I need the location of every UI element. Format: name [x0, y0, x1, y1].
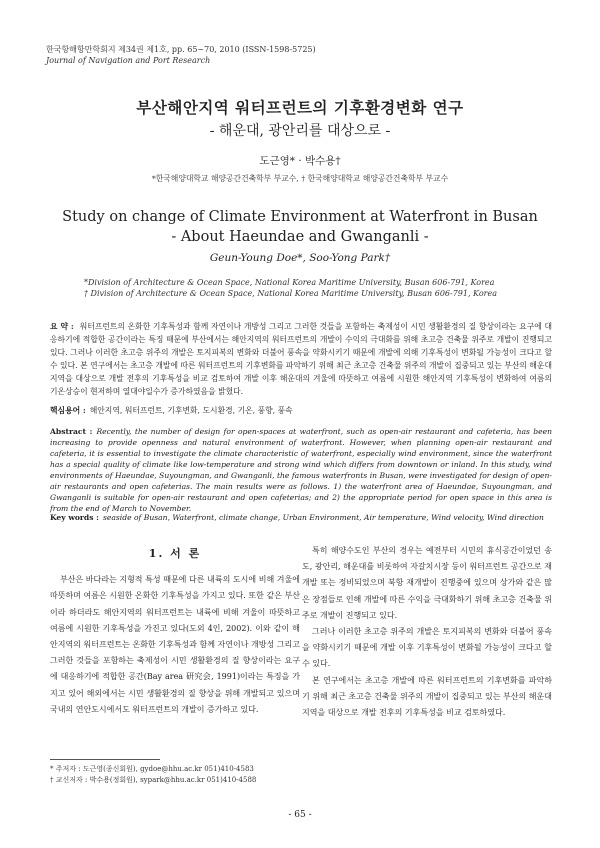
affiliation-en — [84, 277, 544, 299]
journal-info-en: Journal of Navigation and Port Research — [46, 56, 211, 65]
body-column-right — [302, 543, 552, 721]
page-number: - 65 - — [288, 810, 312, 820]
intro-paragraph-2: 특히 해양수도인 부산의 경우는 예전부터 시민의 휴식공간이었던 송도, 광안리, 해운대를 비롯하여 자갈치시장 등이 워터프런트 공간으로 재개발 또는 정비되었으며 북항 재개발이 진행중에 있으며 상가와 같은 많은 장점들로 인해 개발에 따른 수익을 극대화하기 위해 초고층 건축물 위주로 개발이 진행되고 있다. — [302, 546, 552, 620]
section-heading-introduction: 1. 서 론 — [148, 547, 202, 560]
authors-en: Geun-Young Doe*, Soo-Yong Park† — [209, 252, 391, 264]
keywords-ko-text: 해안지역, 워터프런트, 기후변화, 도시환경, 기온, 풍향, 풍속 — [89, 406, 293, 415]
paper-subtitle-ko: - 해운대, 광안리를 대상으로 - — [209, 123, 391, 139]
paper-title-en — [0, 207, 600, 247]
abstract-ko-text: 워터프런트의 온화한 기후특성과 함께 자연이나 개방성 그리고 그러한 것들을 포함하는 축제성이 시민 생활환경의 질 향상이라는 요구에 대응하기에 적합한 공간이라는 특징 때문에 부산에서는 해안지역의 워터프런트의 개발이 수익의 극대화를 위해 초고층 건축물 위주로 개발이 진행되고 있다. 그러나 이러한 초고층 위주의 개발은 토지피복의 변화와 더불어 풍속을 약화시키기 때문에 개발에 의해 기후특성이 변화될 가능성이 크다고 할 수 있다. 본 연구에서는 초고층 개발에 따른 워터프런트의 기후변화를 파악하기 위해 최근 초고층 건축물 위주의 개발이 집중되고 있는 부산의 해운대 지역을 대상으로 개발 전후의 기후특성을 비교 검토하여 개발 이후 해운대의 겨울에 따뜻하고 여름에 시원한 해안지역 기후특성이 변화하여 여름의 기온상승이 현저하며 열대야일수가 증가하였음을 밝혔다. — [50, 322, 552, 396]
intro-paragraph-1: 부산은 바다라는 지형적 특성 때문에 다른 내륙의 도시에 비해 겨울에 따뜻하며 여름은 시원한 온화한 기후특성을 가지고 있다. 또한 같은 부산이라 하더라도 해안지역의 워터프런트는 내륙에 비해 겨울이 따뜻하고 여름에 시원한 기후특성을 가진고 있다(도외 4인, 2002). 이와 같이 해안지역의 워터프런트는 온화한 기후특성과 함께 자연이나 개방성 그리고 그러한 것들을 포함하는 축제성이 시민 생활환경의 질 향상이라는 요구에 대응하기에 적합한 공간(Bay area 研究会, 1991)이라는 특징을 가지고 있어 해외에서는 시민 생활환경의 질 향상을 위해 개발되고 있으며 국내의 연안도시에서도 워터프런트의 개발이 증가하고 있다. — [50, 575, 300, 714]
keywords-en-text: seaside of Busan, Waterfront, climate change, Urban Environment, Air temperature, Wind velocity, Wind direction — [102, 513, 544, 522]
journal-header — [46, 44, 316, 66]
journal-info-ko: 한국항해항만학회지 제34권 제1호, pp. 65~70, 2010 (ISSN-1598-5725) — [46, 45, 316, 54]
intro-paragraph-3: 그러나 이러한 초고층 위주의 개발은 토지피복의 변화와 더불어 풍속을 약화시키기 때문에 개발 이후 기후특성이 변화될 가능성이 크다고 할 수 있다. — [302, 627, 552, 669]
footnote-corresponding-author: † 교신저자 : 박수용(정회원), sypark@hhu.ac.kr 051)410-4588 — [50, 775, 257, 784]
paper-title-en-line1: Study on change of Climate Environment at Waterfront in Busan — [62, 209, 538, 225]
footnotes — [50, 764, 256, 785]
footnote-divider — [50, 759, 160, 760]
abstract-ko — [50, 320, 552, 398]
paper-title-ko: 부산해안지역 워터프런트의 기후환경변화 연구 — [136, 98, 464, 117]
abstract-en-text: Recently, the number of design for open-spaces at waterfront, such as open-air restaurant and cafeteria, has been increasing to provide openness and natural environment of waterfront. However, when planning open-air restaurant and cafeteria, it is essential to investigate the climate characteristic of waterfront, especially wind environment, since the waterfront has a special quality of climate like low-temperature and strong wind which differs from downtown or inland. In this study, wind environments of Haeundae, Suyoungman, and Gwanganli, the famous waterfronts in Busan, were investigated for design of open-air restaurants and open cafeterias. The main results were as follows. 1) the waterfront area of Haeundae, Suyoungman, and Gwanganli is suitable for open-air restaurant and open cafeterias; and 2) the appropriate period for open space in this area is from the end of March to November. — [50, 427, 553, 513]
affiliation-en-1: *Division of Architecture & Ocean Space, National Korea Maritime University, Busan 606-791, Korea — [84, 278, 495, 287]
keywords-ko-label: 핵심용어 : — [50, 406, 86, 415]
abstract-en-label: Abstract : — [50, 427, 93, 436]
intro-paragraph-4: 본 연구에서는 초고층 개발에 따른 워터프런트의 기후변화를 파악하기 위해 최근 초고층 건축물 위주의 개발이 집중되고 있는 부산의 해운대 지역을 대상으로 개발 전후의 기후특성을 비교 검토하였다. — [302, 675, 552, 718]
paper-title-en-line2: - About Haeundae and Gwanganli - — [171, 229, 429, 245]
body-column-left — [50, 540, 300, 718]
affiliation-en-2: † Division of Architecture & Ocean Space, National Korea Maritime University, Busan 606-791, Korea — [84, 289, 497, 298]
abstract-ko-label: 요 약 : — [50, 322, 74, 331]
affiliation-ko: *한국해양대학교 해양공간건축학부 부교수, † 한국해양대학교 해양공간건축학부 부교수 — [151, 174, 449, 183]
keywords-en-label: Key words : — [50, 513, 99, 522]
abstract-en — [50, 426, 552, 514]
keywords-ko — [50, 405, 552, 416]
keywords-en — [50, 513, 552, 522]
authors-ko: 도근영* · 박수용† — [259, 155, 341, 167]
footnote-first-author: * 주저자 : 도근영(종신회원), gydoe@hhu.ac.kr 051)410-4583 — [50, 765, 254, 773]
